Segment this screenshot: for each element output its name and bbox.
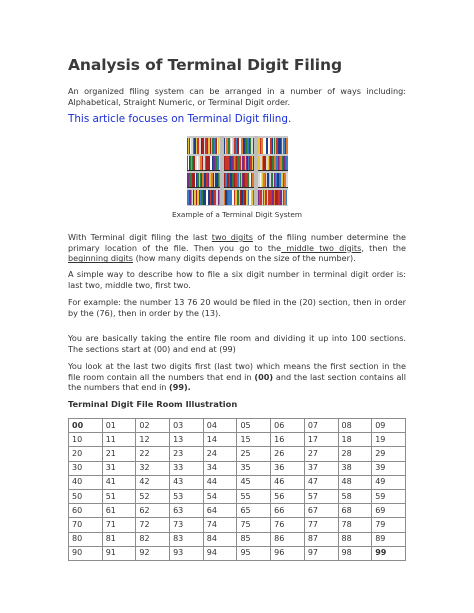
table-cell: 77: [304, 518, 338, 532]
table-cell: 14: [203, 433, 237, 447]
table-cell: 50: [69, 489, 103, 503]
table-cell: 90: [69, 546, 103, 560]
table-cell: 39: [372, 461, 406, 475]
table-row: [69, 489, 406, 503]
table-cell: 78: [338, 518, 372, 532]
table-cell: 46: [271, 475, 305, 489]
table-cell: 92: [136, 546, 170, 560]
table-cell: 17: [304, 433, 338, 447]
table-cell: 63: [170, 504, 204, 518]
table-cell: 61: [102, 504, 136, 518]
table-cell: 38: [338, 461, 372, 475]
image-caption: Example of a Terminal Digit System: [172, 210, 302, 219]
table-cell: 20: [69, 447, 103, 461]
table-cell: 05: [237, 419, 271, 433]
table-cell: 24: [203, 447, 237, 461]
para5-bold-99: (99).: [169, 382, 191, 393]
table-cell: 28: [338, 447, 372, 461]
table-cell: 85: [237, 532, 271, 546]
table-cell: 16: [271, 433, 305, 447]
table-cell: 64: [203, 504, 237, 518]
para1-text-e: , then the: [361, 242, 406, 253]
table-cell: 25: [237, 447, 271, 461]
table-cell: 66: [271, 504, 305, 518]
table-cell: 47: [304, 475, 338, 489]
table-cell: 84: [203, 532, 237, 546]
table-cell: 68: [338, 504, 372, 518]
table-cell: 01: [102, 419, 136, 433]
para1-text-c: of the filing number determine the primary location of the file. Then you go to the: [68, 232, 407, 253]
intro-paragraph: An organized filing system can be arranged in a number of ways including: Alphabetical, Straight Numeric, or Terminal Digit order.: [68, 86, 406, 107]
table-cell: 91: [102, 546, 136, 560]
table-cell: 19: [372, 433, 406, 447]
paragraph-last-two-digits: [68, 232, 406, 264]
table-cell: 82: [136, 532, 170, 546]
table-row: [69, 532, 406, 546]
table-cell: 26: [271, 447, 305, 461]
table-cell: 86: [271, 532, 305, 546]
table-cell: 53: [170, 489, 204, 503]
table-cell: 48: [338, 475, 372, 489]
table-cell: 52: [136, 489, 170, 503]
table-cell: 74: [203, 518, 237, 532]
table-cell: 56: [271, 489, 305, 503]
table-cell: 32: [136, 461, 170, 475]
table-cell: 98: [338, 546, 372, 560]
paragraph-100-sections: You are basically taking the entire file room and dividing it up into 100 sections. The sections start at (00) and end at (99): [68, 333, 406, 354]
table-cell: 69: [372, 504, 406, 518]
table-cell: 81: [102, 532, 136, 546]
table-cell: 15: [237, 433, 271, 447]
table-cell: 10: [69, 433, 103, 447]
table-cell: 80: [69, 532, 103, 546]
para5-text-a: You look at the last two digits first (last two) which means the first section in the file room contain all the numbers that end in: [68, 361, 406, 382]
table-cell: 11: [102, 433, 136, 447]
table-cell: 58: [338, 489, 372, 503]
focus-line: This article focuses on Terminal Digit filing.: [68, 113, 292, 125]
table-cell: 87: [304, 532, 338, 546]
table-cell: 67: [304, 504, 338, 518]
table-row: [69, 447, 406, 461]
terminal-digit-table: [68, 418, 406, 561]
table-cell: 49: [372, 475, 406, 489]
para1-underline-beginning-digits: beginning digits: [68, 253, 134, 264]
table-cell: 97: [304, 546, 338, 560]
paragraph-last-two-first: [68, 361, 406, 393]
table-cell: 54: [203, 489, 237, 503]
table-cell: 21: [102, 447, 136, 461]
table-cell: 27: [304, 447, 338, 461]
table-cell: 96: [271, 546, 305, 560]
table-cell: 95: [237, 546, 271, 560]
table-cell: 70: [69, 518, 103, 532]
table-cell: 30: [69, 461, 103, 475]
para1-underline-middle-two: middle two digits: [281, 242, 362, 253]
table-cell: 00: [69, 419, 103, 433]
table-cell: 75: [237, 518, 271, 532]
table-cell: 60: [69, 504, 103, 518]
table-cell: 62: [136, 504, 170, 518]
table-row: [69, 518, 406, 532]
table-cell: 55: [237, 489, 271, 503]
table-cell: 45: [237, 475, 271, 489]
table-cell: 73: [170, 518, 204, 532]
table-cell: 08: [338, 419, 372, 433]
para1-text-g: (how many digits depends on the size of the number).: [133, 253, 356, 264]
table-cell: 07: [304, 419, 338, 433]
table-cell: 89: [372, 532, 406, 546]
table-cell: 12: [136, 433, 170, 447]
table-cell: 31: [102, 461, 136, 475]
table-cell: 71: [102, 518, 136, 532]
table-cell: 57: [304, 489, 338, 503]
table-row: [69, 433, 406, 447]
table-cell: 99: [372, 546, 406, 560]
table-cell: 22: [136, 447, 170, 461]
table-cell: 88: [338, 532, 372, 546]
table-cell: 79: [372, 518, 406, 532]
table-cell: 94: [203, 546, 237, 560]
table-row: [69, 461, 406, 475]
table-cell: 41: [102, 475, 136, 489]
table-cell: 04: [203, 419, 237, 433]
table-cell: 42: [136, 475, 170, 489]
table-cell: 93: [170, 546, 204, 560]
table-cell: 29: [372, 447, 406, 461]
table-cell: 76: [271, 518, 305, 532]
table-row: [69, 546, 406, 560]
table-cell: 51: [102, 489, 136, 503]
table-row: [69, 504, 406, 518]
table-cell: 72: [136, 518, 170, 532]
paragraph-six-digit: A simple way to describe how to file a six digit number in terminal digit order is: last two, middle two, first two.: [68, 269, 406, 290]
table-cell: 65: [237, 504, 271, 518]
paragraph-example: For example: the number 13 76 20 would be filed in the (20) section, then in order by the (76), then in order by the (13).: [68, 297, 406, 318]
table-cell: 43: [170, 475, 204, 489]
table-cell: 06: [271, 419, 305, 433]
table-title: Terminal Digit File Room Illustration: [68, 399, 238, 409]
table-row: [69, 419, 406, 433]
table-cell: 03: [170, 419, 204, 433]
para5-text-c: and the last section contains all the numbers that end in: [68, 371, 406, 393]
table-cell: 36: [271, 461, 305, 475]
file-shelves-photo: [187, 136, 288, 206]
table-cell: 37: [304, 461, 338, 475]
table-cell: 09: [372, 419, 406, 433]
table-cell: 59: [372, 489, 406, 503]
table-cell: 02: [136, 419, 170, 433]
table-cell: 23: [170, 447, 204, 461]
para1-underline-two-digits: two digits: [211, 232, 253, 242]
table-cell: 83: [170, 532, 204, 546]
para1-text-a: With Terminal digit filing the last: [68, 232, 212, 242]
para5-bold-00: (00): [254, 371, 274, 382]
table-cell: 13: [170, 433, 204, 447]
table-cell: 18: [338, 433, 372, 447]
table-cell: 40: [69, 475, 103, 489]
table-cell: 33: [170, 461, 204, 475]
page-title: Analysis of Terminal Digit Filing: [68, 56, 342, 74]
table-cell: 34: [203, 461, 237, 475]
table-cell: 35: [237, 461, 271, 475]
table-row: [69, 475, 406, 489]
table-cell: 44: [203, 475, 237, 489]
